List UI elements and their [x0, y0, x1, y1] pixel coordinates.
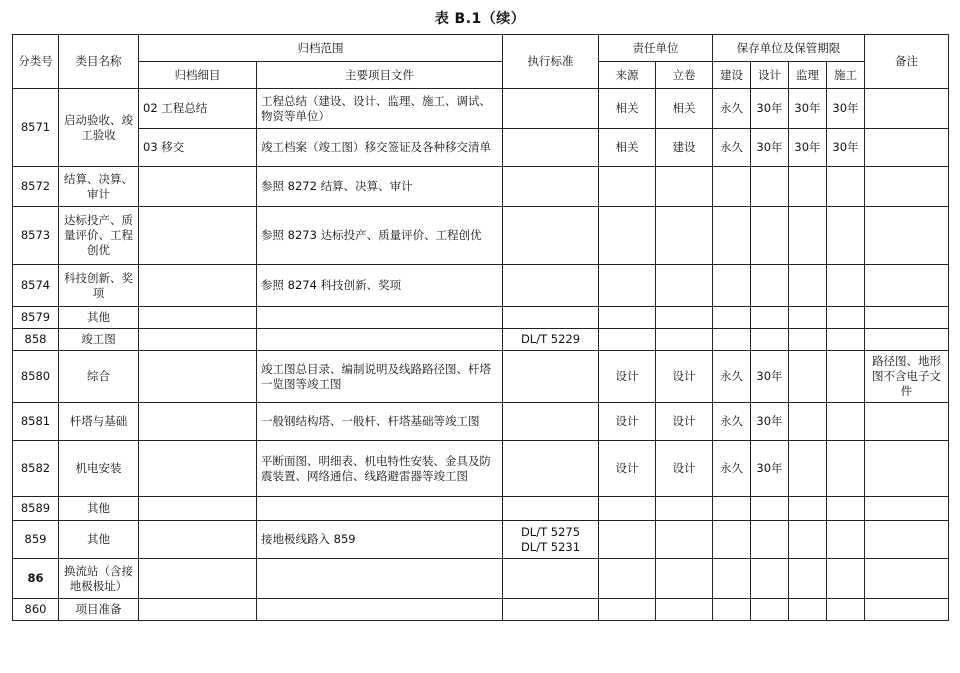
cell-name: 达标投产、质量评价、工程创优	[59, 207, 139, 265]
cell-keep-supervise	[789, 521, 827, 559]
table-row	[13, 559, 949, 599]
cell-keep-construct	[827, 497, 865, 521]
cell-name: 其他	[59, 497, 139, 521]
cell-filer	[656, 599, 713, 621]
header-keep-supervise: 监理	[789, 62, 827, 89]
cell-name: 综合	[59, 351, 139, 403]
header-name: 类目名称	[59, 35, 139, 89]
cell-source	[599, 207, 656, 265]
cell-code: 8572	[13, 167, 59, 207]
table-title: 表 B.1（续）	[434, 11, 526, 27]
cell-files: 接地极线路入 859	[257, 521, 503, 559]
cell-source	[599, 167, 656, 207]
cell-keep-design	[751, 167, 789, 207]
cell-keep-supervise	[789, 599, 827, 621]
header-keep-construct: 施工	[827, 62, 865, 89]
header-note: 备注	[865, 35, 949, 89]
cell-source	[599, 599, 656, 621]
header-keep-build: 建设	[713, 62, 751, 89]
cell-keep-supervise	[789, 351, 827, 403]
cell-keep-supervise	[789, 497, 827, 521]
cell-files	[257, 329, 503, 351]
cell-keep-design: 30年	[751, 351, 789, 403]
header-keep: 保存单位及保管期限	[713, 35, 865, 62]
cell-detail	[139, 307, 257, 329]
cell-files: 竣工档案（竣工图）移交签证及各种移交清单	[257, 129, 503, 167]
cell-keep-construct	[827, 403, 865, 441]
cell-code: 8574	[13, 265, 59, 307]
table-row	[13, 351, 949, 403]
cell-keep-build: 永久	[713, 403, 751, 441]
cell-detail	[139, 403, 257, 441]
cell-filer	[656, 521, 713, 559]
cell-note	[865, 167, 949, 207]
cell-keep-construct	[827, 167, 865, 207]
cell-source	[599, 329, 656, 351]
cell-keep-construct	[827, 559, 865, 599]
cell-keep-build	[713, 207, 751, 265]
cell-keep-construct: 30年	[827, 89, 865, 129]
cell-note	[865, 89, 949, 129]
cell-keep-design	[751, 599, 789, 621]
cell-detail	[139, 521, 257, 559]
cell-files: 工程总结（建设、设计、监理、施工、调试、物资等单位）	[257, 89, 503, 129]
table-row	[13, 497, 949, 521]
cell-note	[865, 497, 949, 521]
table-row	[13, 167, 949, 207]
cell-code: 858	[13, 329, 59, 351]
cell-code: 859	[13, 521, 59, 559]
cell-standard	[503, 307, 599, 329]
cell-source	[599, 265, 656, 307]
header-resp-file: 立卷	[656, 62, 713, 89]
header-keep-design: 设计	[751, 62, 789, 89]
header-standard: 执行标准	[503, 35, 599, 89]
cell-note	[865, 403, 949, 441]
cell-keep-build	[713, 497, 751, 521]
cell-filer: 设计	[656, 441, 713, 497]
header-scope: 归档范围	[139, 35, 503, 62]
cell-name: 其他	[59, 307, 139, 329]
cell-filer: 设计	[656, 351, 713, 403]
cell-name: 竣工图	[59, 329, 139, 351]
cell-source	[599, 559, 656, 599]
cell-name: 杆塔与基础	[59, 403, 139, 441]
cell-filer: 设计	[656, 403, 713, 441]
cell-code: 8580	[13, 351, 59, 403]
cell-files	[257, 559, 503, 599]
cell-detail	[139, 497, 257, 521]
cell-filer	[656, 329, 713, 351]
archive-table	[12, 34, 949, 621]
cell-note	[865, 329, 949, 351]
cell-note	[865, 559, 949, 599]
cell-detail	[139, 167, 257, 207]
cell-note: 路径图、地形图不含电子文件	[865, 351, 949, 403]
cell-keep-construct	[827, 307, 865, 329]
header-code: 分类号	[13, 35, 59, 89]
cell-detail: 03 移交	[139, 129, 257, 167]
cell-keep-supervise	[789, 265, 827, 307]
header-resp-source: 来源	[599, 62, 656, 89]
cell-keep-build	[713, 599, 751, 621]
cell-filer	[656, 559, 713, 599]
cell-code: 8589	[13, 497, 59, 521]
cell-standard	[503, 129, 599, 167]
cell-keep-design	[751, 307, 789, 329]
cell-standard	[503, 559, 599, 599]
cell-keep-design	[751, 329, 789, 351]
cell-filer: 相关	[656, 89, 713, 129]
cell-note	[865, 599, 949, 621]
cell-files	[257, 307, 503, 329]
cell-keep-design: 30年	[751, 403, 789, 441]
cell-filer	[656, 497, 713, 521]
cell-note	[865, 521, 949, 559]
cell-keep-design	[751, 559, 789, 599]
table-row	[13, 265, 949, 307]
cell-filer	[656, 307, 713, 329]
cell-keep-build: 永久	[713, 351, 751, 403]
cell-files	[257, 497, 503, 521]
cell-keep-construct	[827, 351, 865, 403]
cell-code: 86	[13, 559, 59, 599]
cell-keep-build	[713, 307, 751, 329]
cell-source: 相关	[599, 129, 656, 167]
cell-keep-supervise: 30年	[789, 129, 827, 167]
table-body	[13, 89, 949, 621]
header-scope-detail: 归档细目	[139, 62, 257, 89]
cell-code: 8582	[13, 441, 59, 497]
cell-keep-supervise	[789, 559, 827, 599]
cell-source	[599, 307, 656, 329]
cell-keep-build	[713, 265, 751, 307]
cell-keep-construct: 30年	[827, 129, 865, 167]
table-row	[13, 307, 949, 329]
cell-note	[865, 207, 949, 265]
cell-filer	[656, 207, 713, 265]
cell-files: 参照 8273 达标投产、质量评价、工程创优	[257, 207, 503, 265]
cell-filer	[656, 265, 713, 307]
cell-keep-supervise	[789, 307, 827, 329]
cell-source: 设计	[599, 351, 656, 403]
cell-keep-construct	[827, 599, 865, 621]
cell-keep-supervise	[789, 329, 827, 351]
cell-detail	[139, 351, 257, 403]
cell-files: 竣工图总目录、编制说明及线路路径图、杆塔一览图等竣工图	[257, 351, 503, 403]
cell-keep-supervise: 30年	[789, 89, 827, 129]
cell-standard	[503, 89, 599, 129]
cell-name: 启动验收、竣工验收	[59, 89, 139, 167]
cell-name: 结算、决算、审计	[59, 167, 139, 207]
cell-name: 科技创新、奖项	[59, 265, 139, 307]
table-row	[13, 403, 949, 441]
cell-keep-design: 30年	[751, 129, 789, 167]
cell-filer	[656, 167, 713, 207]
cell-detail	[139, 559, 257, 599]
cell-note	[865, 307, 949, 329]
cell-code: 8581	[13, 403, 59, 441]
cell-standard	[503, 497, 599, 521]
table-row	[13, 329, 949, 351]
cell-keep-supervise	[789, 207, 827, 265]
cell-standard	[503, 599, 599, 621]
cell-filer: 建设	[656, 129, 713, 167]
cell-source: 相关	[599, 89, 656, 129]
header-resp: 责任单位	[599, 35, 713, 62]
cell-keep-build	[713, 329, 751, 351]
cell-keep-design: 30年	[751, 89, 789, 129]
cell-files: 参照 8274 科技创新、奖项	[257, 265, 503, 307]
cell-keep-design	[751, 521, 789, 559]
table-row	[13, 89, 949, 129]
cell-source	[599, 521, 656, 559]
cell-name: 换流站（含接地极极址）	[59, 559, 139, 599]
cell-keep-build	[713, 167, 751, 207]
cell-standard: DL/T 5275 DL/T 5231	[503, 521, 599, 559]
cell-code: 8579	[13, 307, 59, 329]
cell-detail: 02 工程总结	[139, 89, 257, 129]
cell-source	[599, 497, 656, 521]
cell-note	[865, 265, 949, 307]
cell-keep-build	[713, 559, 751, 599]
header-scope-files: 主要项目文件	[257, 62, 503, 89]
cell-keep-design	[751, 265, 789, 307]
cell-standard	[503, 403, 599, 441]
table-row	[13, 599, 949, 621]
table-row	[13, 521, 949, 559]
cell-note	[865, 441, 949, 497]
cell-detail	[139, 329, 257, 351]
cell-keep-construct	[827, 207, 865, 265]
cell-keep-build: 永久	[713, 129, 751, 167]
cell-keep-design: 30年	[751, 441, 789, 497]
cell-detail	[139, 265, 257, 307]
cell-keep-supervise	[789, 167, 827, 207]
cell-keep-construct	[827, 265, 865, 307]
cell-standard	[503, 207, 599, 265]
table-row	[13, 129, 949, 167]
cell-standard	[503, 441, 599, 497]
cell-standard	[503, 265, 599, 307]
cell-code: 8573	[13, 207, 59, 265]
cell-keep-construct	[827, 329, 865, 351]
cell-files: 参照 8272 结算、决算、审计	[257, 167, 503, 207]
cell-keep-build: 永久	[713, 89, 751, 129]
table-row	[13, 441, 949, 497]
cell-files	[257, 599, 503, 621]
cell-standard: DL/T 5229	[503, 329, 599, 351]
cell-standard	[503, 351, 599, 403]
cell-source: 设计	[599, 403, 656, 441]
cell-detail	[139, 441, 257, 497]
cell-note	[865, 129, 949, 167]
cell-keep-supervise	[789, 403, 827, 441]
table-row	[13, 207, 949, 265]
cell-keep-construct	[827, 521, 865, 559]
cell-keep-design	[751, 207, 789, 265]
cell-code: 8571	[13, 89, 59, 167]
cell-keep-build	[713, 521, 751, 559]
cell-files: 一般钢结构塔、一般杆、杆塔基础等竣工图	[257, 403, 503, 441]
cell-keep-build: 永久	[713, 441, 751, 497]
cell-standard	[503, 167, 599, 207]
cell-name: 机电安装	[59, 441, 139, 497]
cell-files: 平断面图、明细表、机电特性安装、金具及防震装置、网络通信、线路避雷器等竣工图	[257, 441, 503, 497]
cell-source: 设计	[599, 441, 656, 497]
cell-detail	[139, 599, 257, 621]
cell-keep-construct	[827, 441, 865, 497]
cell-name: 项目准备	[59, 599, 139, 621]
cell-code: 860	[13, 599, 59, 621]
cell-detail	[139, 207, 257, 265]
cell-name: 其他	[59, 521, 139, 559]
cell-keep-design	[751, 497, 789, 521]
cell-keep-supervise	[789, 441, 827, 497]
